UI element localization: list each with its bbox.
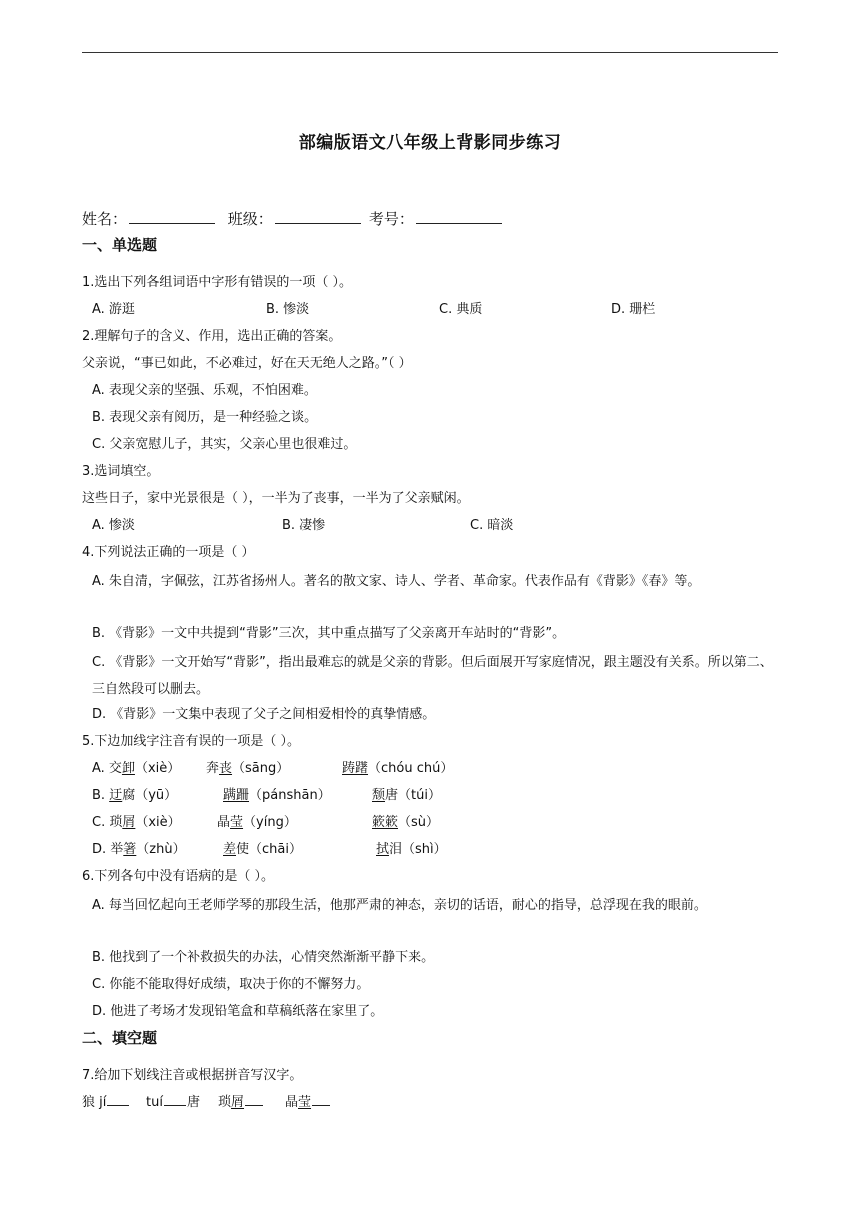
q7-item-2: tuí 唐 — [146, 1095, 200, 1110]
q1-option-b[interactable]: B. 惨淡 — [266, 302, 310, 317]
q7-item-3: 琐屑 — [218, 1091, 264, 1110]
q2-option-c[interactable]: C. 父亲宽慰儿子，其实，父亲心里也很难过。 — [92, 437, 357, 452]
name-blank[interactable] — [129, 209, 215, 224]
question-7-stem: 7.给加下划线注音或根据拼音写汉字。 — [82, 1068, 303, 1083]
question-2-quote: 父亲说，“事已如此，不必难过，好在天无绝人之路。”（ ） — [82, 356, 412, 371]
question-3-stem: 3.选词填空。 — [82, 464, 160, 479]
q7-item-1: 狼 jí — [82, 1091, 130, 1110]
q4-option-d[interactable]: D. 《背影》一文集中表现了父子之间相爱相怜的真挚情感。 — [92, 707, 436, 722]
q5-option-b[interactable]: B. 迂腐（yū） — [92, 788, 178, 803]
q5-option-b-word-3: 颓唐（túi） — [372, 788, 441, 803]
page-title: 部编版语文八年级上背影同步练习 — [298, 133, 562, 153]
q5-option-d-word-3: 拭泪（shì） — [376, 842, 447, 857]
q5-option-d-word-2: 差使（chāi） — [223, 842, 302, 857]
q3-option-c[interactable]: C. 暗淡 — [470, 518, 514, 533]
underlined-char: 莹 — [298, 1095, 312, 1110]
class-blank[interactable] — [275, 209, 361, 224]
question-1-stem: 1.选出下列各组词语中字形有错误的一项（ ）。 — [82, 275, 353, 290]
question-2-stem: 2.理解句子的含义、作用，选出正确的答案。 — [82, 329, 342, 344]
answer-blank[interactable] — [312, 1093, 330, 1106]
q7-item-4: 晶莹 — [285, 1091, 331, 1110]
answer-blank[interactable] — [164, 1093, 186, 1106]
question-4-stem: 4.下列说法正确的一项是（ ） — [82, 545, 255, 560]
underlined-char: 卸 — [121, 761, 135, 776]
q4-option-c[interactable]: C. 《背影》一文开始写“背影”，指出最难忘的就是父亲的背影。但后面展开写家庭情况，跟主题没有关系。所以第二、三自然段可以删去。 — [92, 655, 773, 697]
answer-blank[interactable] — [107, 1093, 129, 1106]
q5-option-c-word-2: 晶莹（yíng） — [217, 815, 297, 830]
q2-option-b[interactable]: B. 表现父亲有阅历，是一种经验之谈。 — [92, 410, 318, 425]
underlined-char: 箸 — [123, 842, 137, 857]
answer-blank[interactable] — [245, 1093, 263, 1106]
q6-option-d[interactable]: D. 他进了考场才发现铅笔盒和草稿纸落在家里了。 — [92, 1004, 384, 1019]
underlined-char: 莹 — [230, 815, 244, 830]
q5-option-c[interactable]: C. 琐屑（xiè） — [92, 815, 181, 830]
underlined-char: 屑 — [231, 1095, 245, 1110]
q4-option-a[interactable]: A. 朱自清，字佩弦，江苏省扬州人。著名的散文家、诗人、学者、革命家。代表作品有《背影》《春》等。 — [92, 574, 701, 589]
underlined-char: 拭 — [376, 842, 390, 857]
underlined-char: 丧 — [219, 761, 233, 776]
exam-number-blank[interactable] — [416, 209, 502, 224]
underlined-char: 迂 — [109, 788, 123, 803]
class-label: 班级： — [227, 210, 273, 228]
underlined-char: 踌躇 — [342, 761, 369, 776]
q6-option-b[interactable]: B. 他找到了一个补救损失的办法，心情突然渐渐平静下来。 — [92, 950, 435, 965]
q4-option-b[interactable]: B. 《背影》一文中共提到“背影”三次，其中重点描写了父亲离开车站时的“背影”。 — [92, 626, 566, 641]
question-5-stem: 5.下边加线字注音有误的一项是（ ）。 — [82, 734, 301, 749]
q2-option-a[interactable]: A. 表现父亲的坚强、乐观，不怕困难。 — [92, 383, 317, 398]
student-info-line — [82, 208, 502, 229]
section-heading-fill-blank: 二、填空题 — [82, 1029, 158, 1047]
underlined-char: 蹒跚 — [223, 788, 250, 803]
q5-option-d[interactable]: D. 举箸（zhù） — [92, 842, 186, 857]
exam-label: 考号： — [368, 210, 414, 228]
q5-option-a-word-2: 奔丧（sāng） — [206, 761, 290, 776]
header-rule — [82, 52, 778, 53]
q6-option-a[interactable]: A. 每当回忆起向王老师学琴的那段生活，他那严肃的神态，亲切的话语，耐心的指导，总浮现在我的眼前。 — [92, 898, 707, 913]
q5-option-b-word-2: 蹒跚（pánshān） — [223, 788, 331, 803]
name-label: 姓名： — [82, 210, 128, 228]
question-3-sentence: 这些日子，家中光景很是（ ），一半为了丧事，一半为了父亲赋闲。 — [82, 491, 470, 506]
q3-option-a[interactable]: A. 惨淡 — [92, 518, 135, 533]
underlined-char: 簌簌 — [372, 815, 399, 830]
q1-option-d[interactable]: D. 珊栏 — [611, 302, 656, 317]
q6-option-c[interactable]: C. 你能不能取得好成绩，取决于你的不懈努力。 — [92, 977, 370, 992]
underlined-char: 颓 — [372, 788, 386, 803]
section-heading-single-choice: 一、单选题 — [82, 236, 158, 254]
q1-option-a[interactable]: A. 游逛 — [92, 302, 135, 317]
q3-option-b[interactable]: B. 凄惨 — [282, 518, 326, 533]
q5-option-a-word-3: 踌躇（chóu chú） — [342, 761, 454, 776]
underlined-char: 差 — [223, 842, 237, 857]
q5-option-a[interactable]: A. 交卸（xiè） — [92, 761, 181, 776]
question-6-stem: 6.下列各句中没有语病的是（ ）。 — [82, 869, 275, 884]
q5-option-c-word-3: 簌簌（sù） — [372, 815, 440, 830]
q1-option-c[interactable]: C. 典质 — [439, 302, 483, 317]
underlined-char: 屑 — [122, 815, 136, 830]
